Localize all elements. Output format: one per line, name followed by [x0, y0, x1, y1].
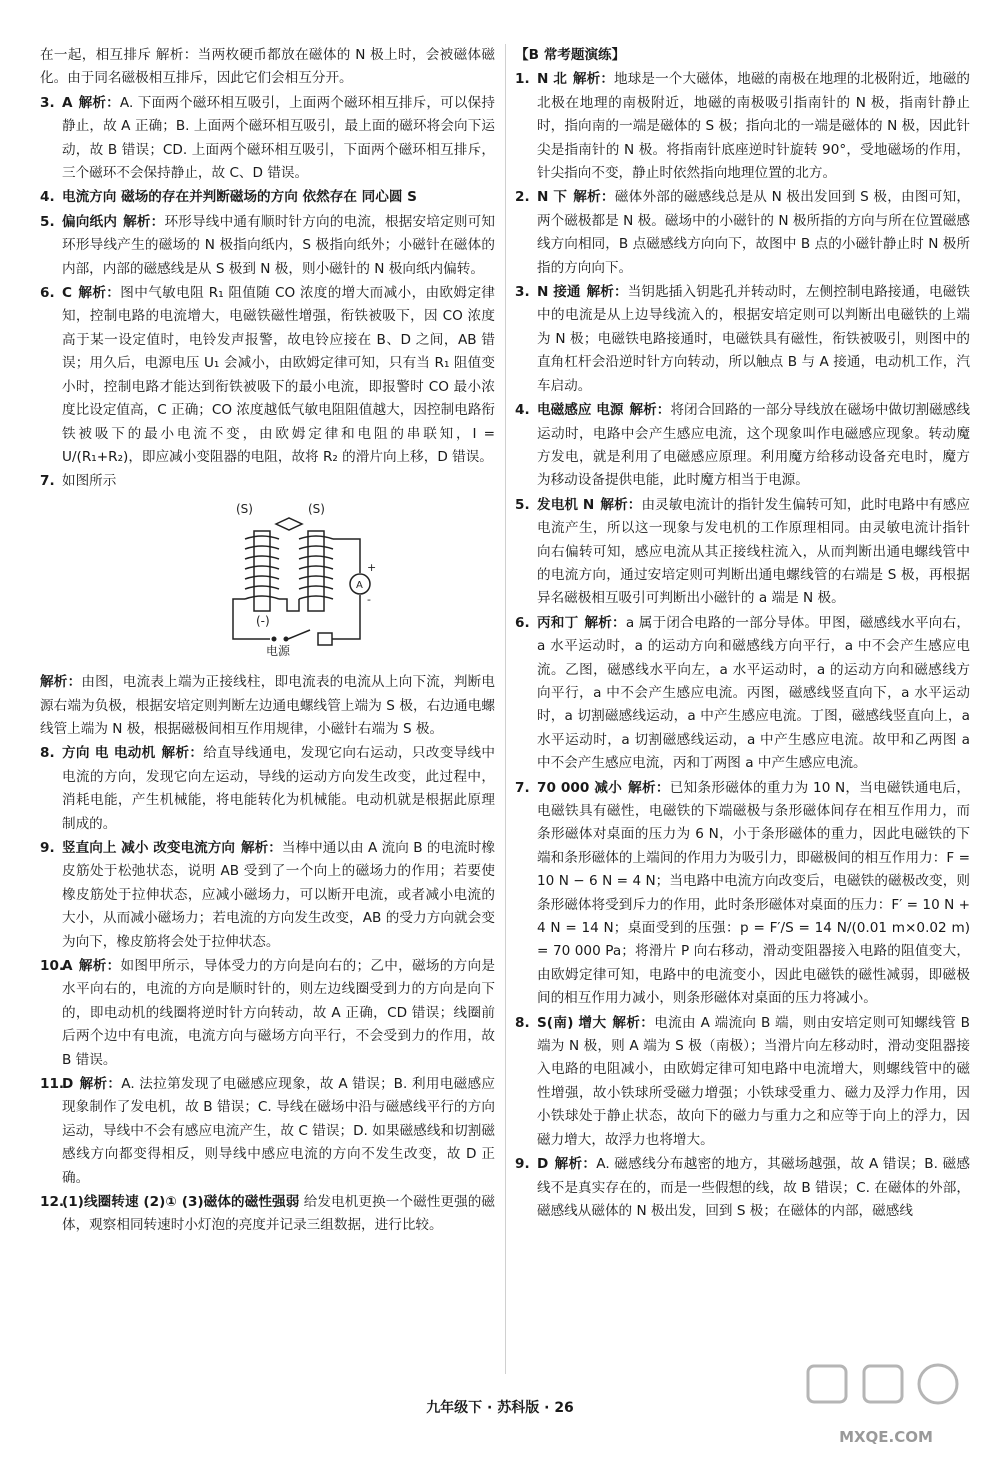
left-coil-core — [254, 531, 270, 611]
item-r1: 1. N 北 解析：地球是一个大磁体，地磁的南极在地理的北极附近，地磁的北极在地理的南极附近，地磁的南极吸引指南针的 N 极，指南针静止时，指向南的一端是磁体的 S 极；指向北的一端是磁体的 N 极，因此针尖是指南针的 N 极。将指南针底座逆时针旋转 90°，受地磁场的作用，针尖指向不变，静止时依然指向地理位置的北方。 — [515, 71, 971, 182]
wire-between — [279, 599, 299, 611]
item-l7: 7. 如图所示 — [40, 473, 117, 490]
wire-to-ammeter — [333, 539, 360, 573]
right-coil-core — [308, 531, 324, 611]
rheostat — [318, 633, 332, 645]
ammeter-plus: + — [367, 560, 377, 574]
column-divider — [505, 44, 506, 1374]
left-intro: 在一起，相互排斥 解析：当两枚硬币都放在磁体的 N 极上时，会被磁体磁化。由于同名磁极相互排斥，因此它们会相互分开。 — [40, 47, 495, 87]
label-s-left: (S) — [236, 501, 253, 516]
item-l5: 5. 偏向纸内 解析：环形导线中通有顺时针方向的电流，根据安培定则可知环形导线产生的磁场的 N 极指向纸内，S 极指向纸外；小磁针在磁体的内部，内部的磁感线是从 S 极到 N 极，则小磁针的 N 极向纸内偏转。 — [40, 213, 496, 277]
wire-ammeter-down — [332, 595, 360, 639]
item-l9: 9. 竖直向上 减小 改变电流方向 解析：当棒中通以由 A 流向 B 的电流时橡皮筋处于松弛状态，说明 AB 受到了一个向上的磁场力的作用；若要使橡皮筋处于拉伸状态，应减小磁场力，可以断开电流，或者减小电流的大小，从而减小磁场力；若电流的方向发生改变，AB 的受力方向就会变为向下，橡皮筋将会处于拉伸状态。 — [40, 839, 495, 950]
watermark-glyph-1 — [808, 1366, 846, 1402]
circuit-figure — [40, 499, 495, 657]
item-r3: 3. N 接通 解析：当钥匙插入钥匙孔并转动时，左侧控制电路接通，电磁铁中的电流是从上边导线流入的，根据安培定则可以判断出电磁铁的上端为 N 极；电磁铁电路接通时，电磁铁具有磁性，衔铁被吸引，则图中的直角杠杆会沿逆时针方向转动，所以触点 B 与 A 接通，电动机工作，汽车启动。 — [515, 284, 971, 394]
label-minus: (-) — [256, 613, 270, 628]
left-column — [40, 44, 495, 1239]
item-r7: 7. 70 000 减小 解析：已知条形磁体的重力为 10 N，当电磁铁通电后，电磁铁具有磁性，电磁铁的下端磁极与条形磁体间存在相互作用力，而条形磁体对桌面的压力为 6 N，小于条形磁体的重力，因此电磁铁的下端和条形磁体的上端间的作用力为吸引力，即磁极间的相互作用力：F = 10 N − 6 N = 4 N；当电路中电流方向改变后，电磁铁的磁极改变，则条形磁体将受到斥力的作用，此时条形磁体对桌面的压力：F′ = 10 N + 4 N = 14 N；桌面受到的压强：p = F′/S = 14 N/(0.01 m×0.02 m) = 70 000 Pa；将滑片 P 向右移动，滑动变阻器接入电路的阻值变大，由欧姆定律可知，电路中的电流变小，因此电磁铁的磁性减弱，即磁极间的相互作用力减小，则条形磁体对桌面的压力将减小。 — [515, 779, 970, 1007]
section-title: 【B 常考题演练】 — [515, 47, 626, 63]
compass-needle — [276, 518, 302, 530]
source-terminal-right — [284, 636, 289, 641]
item-l12: 12. (1)线圈转速 (2)① (3)磁体的磁性强弱 给发电机更换一个磁性更强的磁体，观察相同转速时小灯泡的亮度并记录三组数据，进行比较。 — [40, 1194, 495, 1234]
item-l3: 3. A 解析：A. 下面两个磁环相互吸引，上面两个磁环相互排斥，可以保持静止，故 A 正确；B. 上面两个磁环相互吸引，最上面的磁环将会向下运动，故 B 错误；CD. 上面两个磁环相互吸引，下面两个磁环相互排斥，三个磁环不会保持静止，故 C、D 错误。 — [40, 94, 496, 182]
item-r2: 2. N 下 解析：磁体外部的磁感线总是从 N 极出发回到 S 极，由图可知，两个磁极都是 N 极。磁场中的小磁针的 N 极所指的方向与所在位置磁感线方向相同，B 点磁感线方向向下，故图中 B 点的小磁针静止时 N 极所指的方向向下。 — [515, 189, 971, 276]
source-terminal-left — [272, 636, 277, 641]
item-l7-analysis: 解析：由图，电流表上端为正接线柱，即电流表的电流从上向下流，判断电源右端为负极，根据安培定则判断左边通电螺线管上端为 S 极，右边通电螺线管上端为 N 极，根据磁极间相互作用规律，小磁针右端为 S 极。 — [40, 674, 496, 737]
ammeter-label: A — [356, 579, 363, 591]
item-r8: 8. S(南) 增大 解析：电流由 A 端流向 B 端，则由安培定则可知螺线管 B 端为 N 极，则 A 端为 S 极（南极）；当滑片向左移动时，滑动变阻器接入电路的电阻减小，由欧姆定律可知电路中电流增大，则螺线管中的磁性增强，故小铁球所受磁力增强；小铁球受重力、磁力及浮力作用，因小铁球处于静止状态，故向下的磁力与重力之和应等于向上的浮力，因磁力增大，故浮力也将增大。 — [515, 1014, 971, 1148]
item-l4: 4. 电流方向 磁场的存在并判断磁场的方向 依然存在 同心圆 S — [40, 189, 417, 206]
page-footer: 九年级下 · 苏科版 · 26 — [426, 1400, 574, 1416]
watermark-logo — [786, 1358, 986, 1452]
item-r9: 9. D 解析：A. 磁感线分布越密的地方，其磁场越强，故 A 错误；B. 磁感线不是真实存在的，而是一些假想的线，故 B 错误；C. 在磁体的外部，磁感线从磁体的 N 极出发，回到 S 极；在磁体的内部，磁感线 — [515, 1156, 970, 1219]
watermark-glyph-3 — [919, 1365, 957, 1403]
right-column — [515, 44, 970, 1224]
label-source: 电源 — [266, 643, 291, 657]
item-r6: 6. 丙和丁 解析：a 属于闭合电路的一部分导体。甲图，磁感线水平向右，a 水平运动时，a 的运动方向和磁感线方向平行，a 中不会产生感应电流。乙图，磁感线水平向左，a 水平运动时，a 的运动方向和磁感线方向平行，a 中不会产生感应电流。丙图，磁感线竖直向下，a 水平运动时，a 切割磁感线运动，a 中产生感应电流。丁图，磁感线竖直向上，a 水平运动时，a 切割磁感线运动，a 中产生感应电流。故甲和乙两图 a 中不会产生感应电流，丙和丁两图 a 中产生感应电流。 — [515, 614, 970, 772]
item-l8: 8. 方向 电 电动机 解析：给直导线通电，发现它向右运动，只改变导线中电流的方向，发现它向左运动，导线的运动方向发生改变，此过程中，消耗电能，产生机械能，将电能转化为机械能。电动机就是根据此原理制成的。 — [40, 745, 496, 832]
left-coil-windings — [245, 536, 279, 599]
item-r4: 4. 电磁感应 电源 解析：将闭合回路的一部分导线放在磁场中做切割磁感线运动时，电路中会产生感应电流，这个现象叫作电磁感应现象。转动魔方发电，就是利用了电磁感应原理。利用魔方给移动设备充电时，魔方为移动设备提供电能，此时魔方相当于电源。 — [515, 402, 971, 489]
item-l6: 6. C 解析：图中气敏电阻 R₁ 阻值随 CO 浓度的增大而减小，由欧姆定律知，控制电路的电流增大，电磁铁磁性增强，衔铁被吸下，因 CO 浓度高于某一设定值时，电铃发声报警，故电铃应接在 B、D 之间，AB 错误；用久后，电源电压 U₁ 会减小，由欧姆定律可知，只有当 R₁ 阻值变小时，控制电路才能达到衔铁被吸下的最小电流，即报警时 CO 最小浓度比设定值高，C 正确；CO 浓度越低气敏电阻阻值越大，因控制电路衔铁被吸下的最小电流不变，由欧姆定律和电阻的串联知，I = U/(R₁+R₂)，即应减小变阻器的电阻，故将 R₂ 的滑片向上移，D 错误。 — [40, 285, 495, 465]
ammeter-minus: - — [367, 592, 371, 606]
right-coil-windings — [299, 536, 333, 599]
item-l10: 10. A 解析：如图甲所示，导体受力的方向是向右的；乙中，磁场的方向是水平向右的，电流的方向是顺时针的，则左边线圈受到力的方向是向下的，即电动机的线圈将逆时针方向转动，故 A 正确，CD 错误；线圈前后两个边中有电流，电流方向与磁场方向平行，不会受到力的作用，故 B 错误。 — [40, 958, 496, 1068]
label-s-right: (S) — [308, 501, 325, 516]
item-l11: 11. D 解析：A. 法拉第发现了电磁感应现象，故 A 错误；B. 利用电磁感应现象制作了发电机，故 B 错误；C. 导线在磁场中沿与磁感线平行的方向运动，导线中不会有感应电流产生，故 C 错误；D. 如果磁感线和切割磁感线方向都变得相反，则导线中感应电流的方向不发生改变，故 D 正确。 — [40, 1076, 495, 1186]
watermark-glyph-2 — [864, 1366, 902, 1402]
item-r5: 5. 发电机 N 解析：由灵敏电流计的指针发生偏转可知，此时电路中有感应电流产生，所以这一现象与发电机的工作原理相同。由灵敏电流计指针向右偏转可知，感应电流从其正接线柱流入，从而判断出通电螺线管中的电流方向，通过安培定则可判断出通电螺线管的右端是 S 极，再根据异名磁极相互吸引可判断出小磁针的 a 端是 N 极。 — [515, 496, 971, 607]
switch-lever — [288, 630, 310, 639]
watermark-url: MXQE.COM — [839, 1428, 933, 1446]
